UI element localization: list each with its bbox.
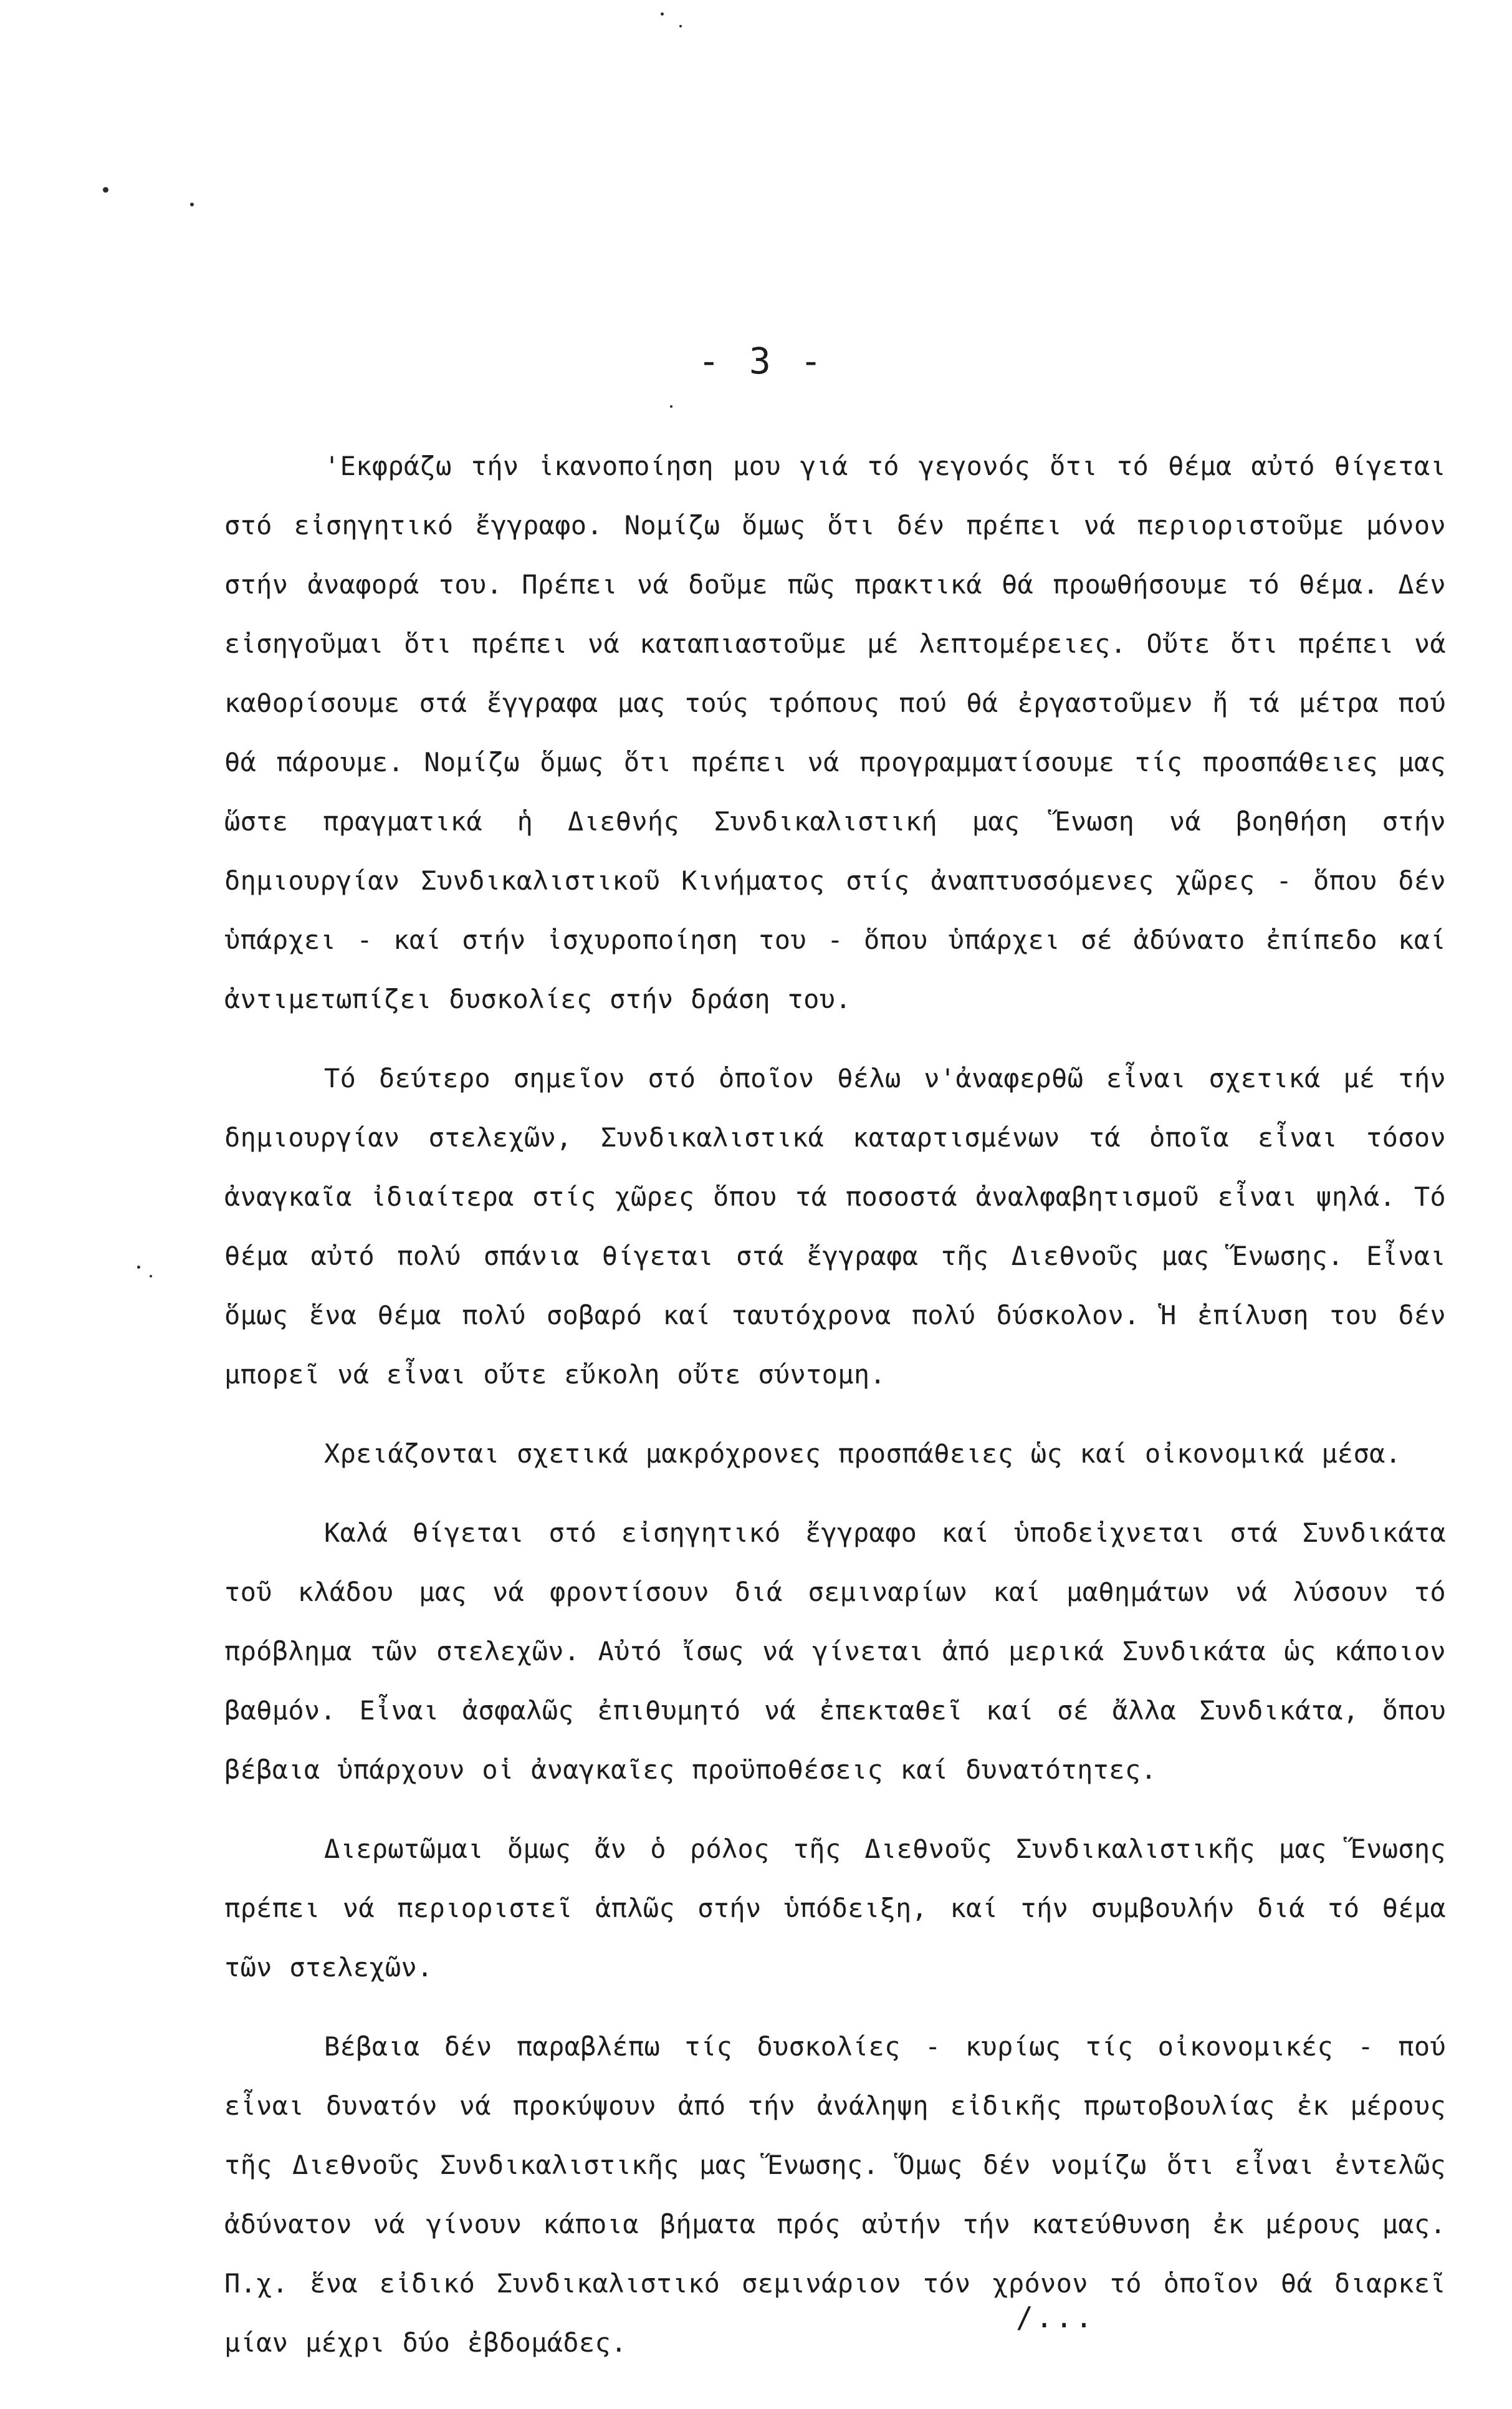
scan-speck bbox=[661, 12, 664, 16]
scan-speck bbox=[190, 203, 194, 206]
paragraph-4: Καλά θίγεται στό εἰσηγητικό ἔγγραφο καί ὑποδεἰχνεται στά Συνδικάτα τοῦ κλάδου μας νά φροντίσουν διά σεμιναρίων καί μαθημάτων νά λύσουν τό πρόβλημα τῶν στελεχῶν. Αὐτό ἴσως νά γίνεται ἀπό μερικά Συνδικάτα ὡς κάποιον βαθμόν. Εἶναι ἀσφαλῶς ἐπιθυμητό νά ἐπεκταθεῖ καί σέ ἄλλα Συνδικάτα, ὅπου βέβαια ὑπάρχουν οἱ ἀναγκαῖες προϋποθέσεις καί δυνατότητες. bbox=[224, 1517, 1446, 1785]
scan-speck bbox=[679, 25, 682, 27]
page-number: - 3 - bbox=[698, 340, 826, 382]
scan-speck bbox=[103, 187, 108, 193]
document-body bbox=[224, 436, 1446, 2392]
paragraph-6: Βέβαια δέν παραβλέπω τίς δυσκολίες - κυρίως τίς οἰκονομικές - πού εἶναι δυνατόν νά προκύψουν ἀπό τήν ἀνάληψη εἰδικῆς πρωτοβουλίας ἐκ μέρους τῆς Διεθνοῦς Συνδικαλιστικῆς μας Ἕνωσης. Ὅμως δέν νομίζω ὅτι εἶναι ἐντελῶς ἀδύνατον νά γίνουν κάποια βήματα πρός αὐτήν τήν κατεύθυνση ἐκ μέρους μας. Π.χ. ἕνα εἰδικό Συνδικαλιστικό σεμινάριον τόν χρόνον τό ὁποῖον θά διαρκεῖ μίαν μέχρι δύο ἐβδομάδες. bbox=[224, 2031, 1446, 2358]
paragraph-3: Χρειάζονται σχετικά μακρόχρονες προσπάθειες ὡς καί οἰκονομικά μέσα. bbox=[324, 1438, 1402, 1469]
paragraph-5: Διερωτῶμαι ὅμως ἄν ὁ ρόλος τῆς Διεθνοῦς Συνδικαλιστικῆς μας Ἕνωσης πρέπει νά περιοριστεῖ ἁπλῶς στήν ὑπόδειξη, καί τήν συμβουλήν διά τό θέμα τῶν στελεχῶν. bbox=[224, 1834, 1446, 1983]
paragraph-2: Τό δεύτερο σημεῖον στό ὁποῖον θέλω ν'ἀναφερθῶ εἶναι σχετικά μέ τήν δημιουργίαν στελεχῶν, Συνδικαλιστικά καταρτισμένων τά ὁποῖα εἶναι τόσον ἀναγκαῖα ἰδιαίτερα στίς χῶρες ὅπου τά ποσοστά ἀναλφαβητισμοῦ εἶναι ψηλά. Τό θέμα αὐτό πολύ σπάνια θίγεται στά ἔγγραφα τῆς Διεθνοῦς μας Ἕνωσης. Εἶναι ὅμως ἕνα θέμα πολύ σοβαρό καί ταυτόχρονα πολύ δύσκολον. Ἡ ἐπίλυση του δέν μπορεῖ νά εἶναι οὔτε εὔκολη οὔτε σύντομη. bbox=[224, 1063, 1446, 1390]
scan-speck bbox=[137, 1266, 140, 1269]
scan-speck bbox=[150, 1275, 152, 1277]
paragraph-1: 'Εκφράζω τήν ἱκανοποίηση μου γιά τό γεγονός ὅτι τό θέμα αὐτό θίγεται στό εἰσηγητικό ἔγγραφο. Νομίζω ὅμως ὅτι δέν πρέπει νά περιοριστοῦμε μόνον στήν ἀναφορά του. Πρέπει νά δοῦμε πῶς πρακτικά θά προωθήσουμε τό θέμα. Δέν εἰσηγοῦμαι ὅτι πρέπει νά καταπιαστοῦμε μέ λεπτομέρειες. Οὔτε ὅτι πρέπει νά καθορίσουμε στά ἔγγραφα μας τούς τρόπους πού θά ἐργαστοῦμεν ἤ τά μέτρα πού θά πάρουμε. Νομίζω ὅμως ὅτι πρέπει νά προγραμματίσουμε τίς προσπάθειες μας ὥστε πραγματικά ἡ Διεθνής Συνδικαλιστική μας Ἕνωση νά βοηθήση στήν δημιουργίαν Συνδικαλιστικοῦ Κινήματος στίς ἀναπτυσσόμενες χῶρες - ὅπου δέν ὑπάρχει - καί στήν ἰσχυροποίηση του - ὅπου ὑπάρχει σέ ἀδύνατο ἐπίπεδο καί ἀντιμετωπίζει δυσκολίες στήν δράση του. bbox=[224, 451, 1446, 1014]
continuation-mark: /... bbox=[1016, 2301, 1095, 2334]
scan-speck bbox=[670, 405, 672, 408]
